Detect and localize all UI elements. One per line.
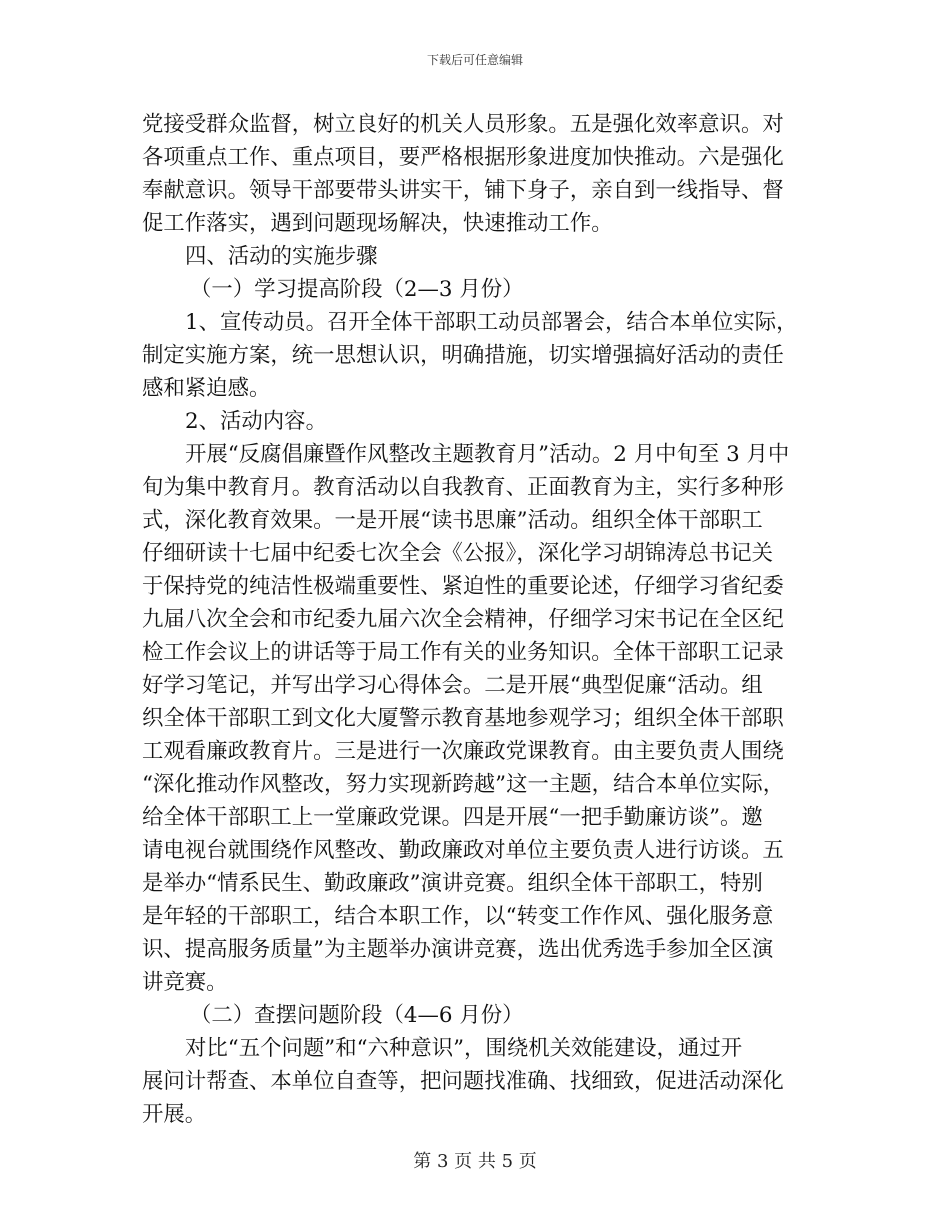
page-header: 下载后可任意编辑 [426, 53, 523, 67]
text-line: “深化推动作风整改，努力实现新跨越”这一主题，结合本单位实际， [142, 772, 785, 797]
text-line: 于保持党的纯洁性极端重要性、紧迫性的重要论述，仔细学习省纪委 [142, 574, 784, 599]
text-line: 开展。 [142, 1102, 207, 1127]
text-line: 工观看廉政教育片。三是进行一次廉政党课教育。由主要负责人围绕 [142, 739, 784, 764]
text-line: 是年轻的干部职工，结合本职工作，以“转变工作作风、强化服务意 [142, 904, 774, 929]
text-line: 各项重点工作、重点项目，要严格根据形象进度加快推动。六是强化 [142, 145, 784, 170]
text-line: 奉献意识。领导干部要带头讲实干，铺下身子，亲自到一线指导、督 [142, 178, 784, 203]
page-number-footer: 第 3 页 共 5 页 [413, 1151, 537, 1172]
text-line: 2、活动内容。 [185, 409, 327, 434]
text-line: 仔细研读十七届中纪委七次全会《公报》，深化学习胡锦涛总书记关 [142, 541, 774, 566]
text-line: 九届八次全会和市纪委九届六次全会精神，仔细学习宋书记在全区纪 [142, 607, 784, 632]
text-line: 式，深化教育效果。一是开展“读书思廉”活动。组织全体干部职工 [142, 508, 763, 533]
text-line: 讲竞赛。 [142, 970, 228, 995]
text-line: 展问计帮查、本单位自查等，把问题找准确、找细致，促进活动深化 [142, 1069, 784, 1094]
text-line: 给全体干部职工上一堂廉政党课。四是开展“一把手勤廉访谈”。邀 [142, 805, 763, 830]
text-line: （二）查摆问题阶段（4—6 月份） [190, 1003, 524, 1028]
text-line: 1、宣传动员。召开全体干部职工动员部署会，结合本单位实际， [185, 310, 798, 335]
text-line: 旬为集中教育月。教育活动以自我教育、正面教育为主，实行多种形 [142, 475, 784, 500]
text-line: 对比“五个问题”和“六种意识”，围绕机关效能建设，通过开 [185, 1036, 743, 1061]
text-line: 党接受群众监督，树立良好的机关人员形象。五是强化效率意识。对 [142, 112, 784, 137]
text-line: 制定实施方案，统一思想认识，明确措施，切实增强搞好活动的责任 [142, 343, 784, 368]
text-line: （一）学习提高阶段（2—3 月份） [190, 277, 524, 302]
document-body [142, 108, 807, 1131]
text-line: 促工作落实，遇到问题现场解决，快速推动工作。 [142, 211, 613, 236]
text-line: 是举办“情系民生、勤政廉政”演讲竞赛。组织全体干部职工，特别 [142, 871, 763, 896]
text-line: 四、活动的实施步骤 [185, 244, 378, 269]
text-line: 织全体干部职工到文化大厦警示教育基地参观学习；组织全体干部职 [142, 706, 784, 731]
text-line: 开展“反腐倡廉暨作风整改主题教育月”活动。2 月中旬至 3 月中 [185, 442, 790, 467]
text-line: 识、提高服务质量”为主题举办演讲竞赛，选出优秀选手参加全区演 [142, 937, 774, 962]
text-line: 感和紧迫感。 [142, 376, 271, 401]
text-line: 检工作会议上的讲话等于局工作有关的业务知识。全体干部职工记录 [142, 640, 784, 665]
text-line: 好学习笔记，并写出学习心得体会。二是开展“典型促廉“活动。组 [142, 673, 763, 698]
text-line: 请电视台就围绕作风整改、勤政廉政对单位主要负责人进行访谈。五 [142, 838, 784, 863]
